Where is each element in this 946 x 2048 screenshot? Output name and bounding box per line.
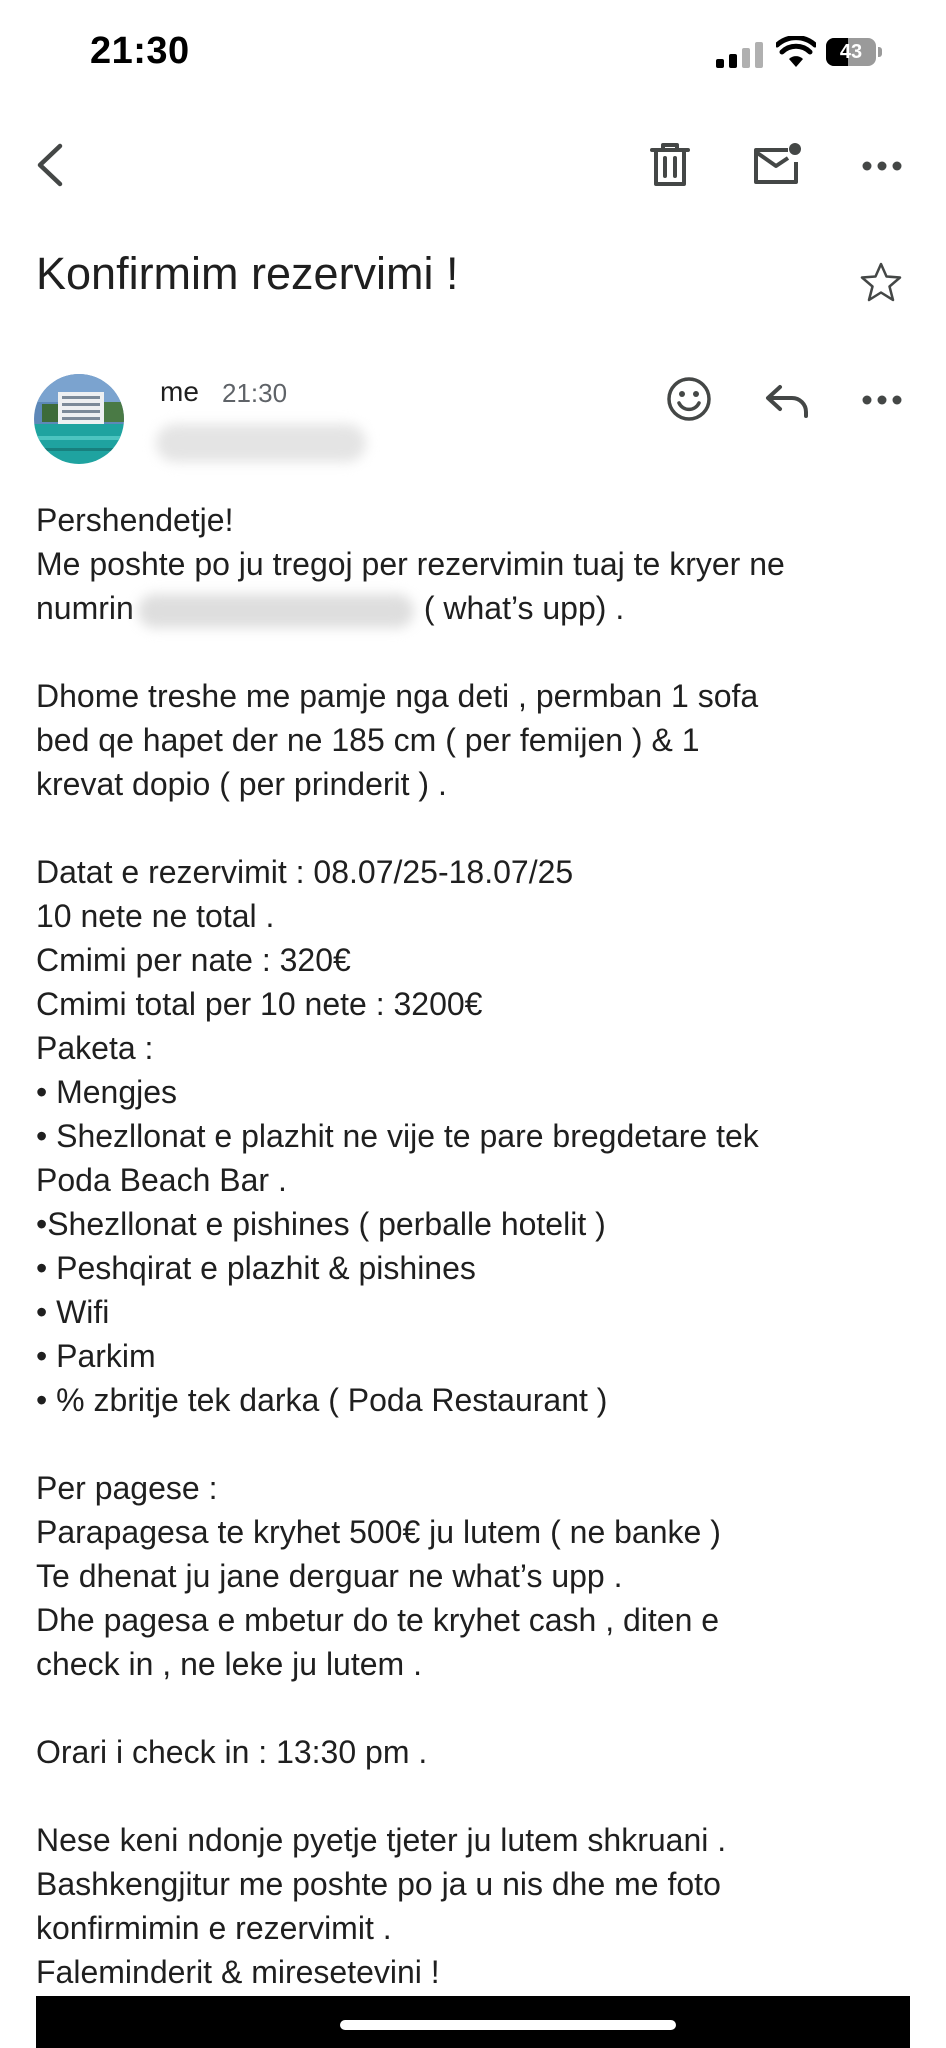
recipient-details-redacted[interactable] xyxy=(156,424,366,462)
closing-line: Faleminderit & miresetevini ! xyxy=(36,1954,440,1990)
nights-total: 10 nete ne total . xyxy=(36,898,275,934)
star-icon xyxy=(862,264,900,300)
sent-time: 21:30 xyxy=(222,378,288,408)
checkin-time: Orari i check in : 13:30 pm . xyxy=(36,1734,428,1770)
smiley-icon xyxy=(669,379,709,419)
battery-level: 43 xyxy=(839,41,863,63)
room-description: Dhome treshe me pamje nga deti , permban 1 sofa xyxy=(36,678,759,714)
package-item: • Mengjes xyxy=(36,1074,178,1110)
home-indicator[interactable] xyxy=(340,2020,676,2030)
payment-line: check in , ne leke ju lutem . xyxy=(36,1646,422,1682)
status-time: 21:30 xyxy=(90,30,190,72)
room-description: bed qe hapet der ne 185 cm ( per femijen ) & 1 xyxy=(36,722,700,758)
payment-line: Dhe pagesa e mbetur do te kryhet cash , diten e xyxy=(36,1602,720,1638)
more-horizontal-icon xyxy=(863,396,902,405)
trash-icon xyxy=(652,145,688,184)
sender-avatar[interactable] xyxy=(34,374,124,464)
bottom-bar xyxy=(36,1996,910,2048)
package-item: •Shezllonat e pishines ( perballe hotelit ) xyxy=(36,1206,606,1242)
closing-line: konfirmimin e rezervimit . xyxy=(36,1910,392,1946)
intro-line xyxy=(36,586,916,630)
status-bar xyxy=(0,0,946,110)
mark-unread-button[interactable] xyxy=(752,142,802,186)
email-body xyxy=(36,498,916,1994)
package-title: Paketa : xyxy=(36,1030,154,1066)
phone-suffix: ( what’s upp) . xyxy=(423,590,625,626)
battery-icon xyxy=(826,38,884,66)
package-item: • Parkim xyxy=(36,1338,156,1374)
package-item: • Peshqirat e plazhit & pishines xyxy=(36,1250,476,1286)
reply-button[interactable] xyxy=(764,382,810,420)
payment-line: Parapagesa te kryhet 500€ ju lutem ( ne banke ) xyxy=(36,1514,721,1550)
email-subject: Konfirmim rezervimi ! xyxy=(36,248,459,299)
greeting: Pershendetje! xyxy=(36,502,234,538)
wifi-icon xyxy=(776,36,816,68)
reservation-dates: Datat e rezervimit : 08.07/25-18.07/25 xyxy=(36,854,574,890)
phone-prefix: numrin xyxy=(36,590,134,626)
package-item: Poda Beach Bar . xyxy=(36,1162,287,1198)
closing-line: Nese keni ndonje pyetje tjeter ju lutem shkruani . xyxy=(36,1822,727,1858)
star-button[interactable] xyxy=(858,260,904,306)
room-description: krevat dopio ( per prinderit ) . xyxy=(36,766,447,802)
back-button[interactable] xyxy=(30,140,70,190)
package-item: • Shezllonat e plazhit ne vije te pare bregdetare tek xyxy=(36,1118,759,1154)
message-more-button[interactable] xyxy=(862,386,902,414)
delete-button[interactable] xyxy=(648,142,692,188)
intro-line: Me poshte po ju tregoj per rezervimin tuaj te kryer ne xyxy=(36,546,785,582)
payment-title: Per pagese : xyxy=(36,1470,218,1506)
closing-line: Bashkengjitur me poshte po ja u nis dhe me foto xyxy=(36,1866,721,1902)
add-reaction-button[interactable] xyxy=(664,374,714,424)
payment-line: Te dhenat ju jane derguar ne what’s upp . xyxy=(36,1558,623,1594)
price-total: Cmimi total per 10 nete : 3200€ xyxy=(36,986,483,1022)
mail-unread-icon xyxy=(756,143,801,182)
more-horizontal-icon xyxy=(863,162,902,171)
phone-number-redacted xyxy=(138,594,414,628)
package-item: • Wifi xyxy=(36,1294,110,1330)
price-per-night: Cmimi per nate : 320€ xyxy=(36,942,351,978)
more-options-button[interactable] xyxy=(862,152,902,180)
package-item: • % zbritje tek darka ( Poda Restaurant ) xyxy=(36,1382,608,1418)
cellular-signal-icon xyxy=(716,42,766,68)
sender-name: me xyxy=(160,376,199,407)
reply-icon xyxy=(768,387,806,416)
